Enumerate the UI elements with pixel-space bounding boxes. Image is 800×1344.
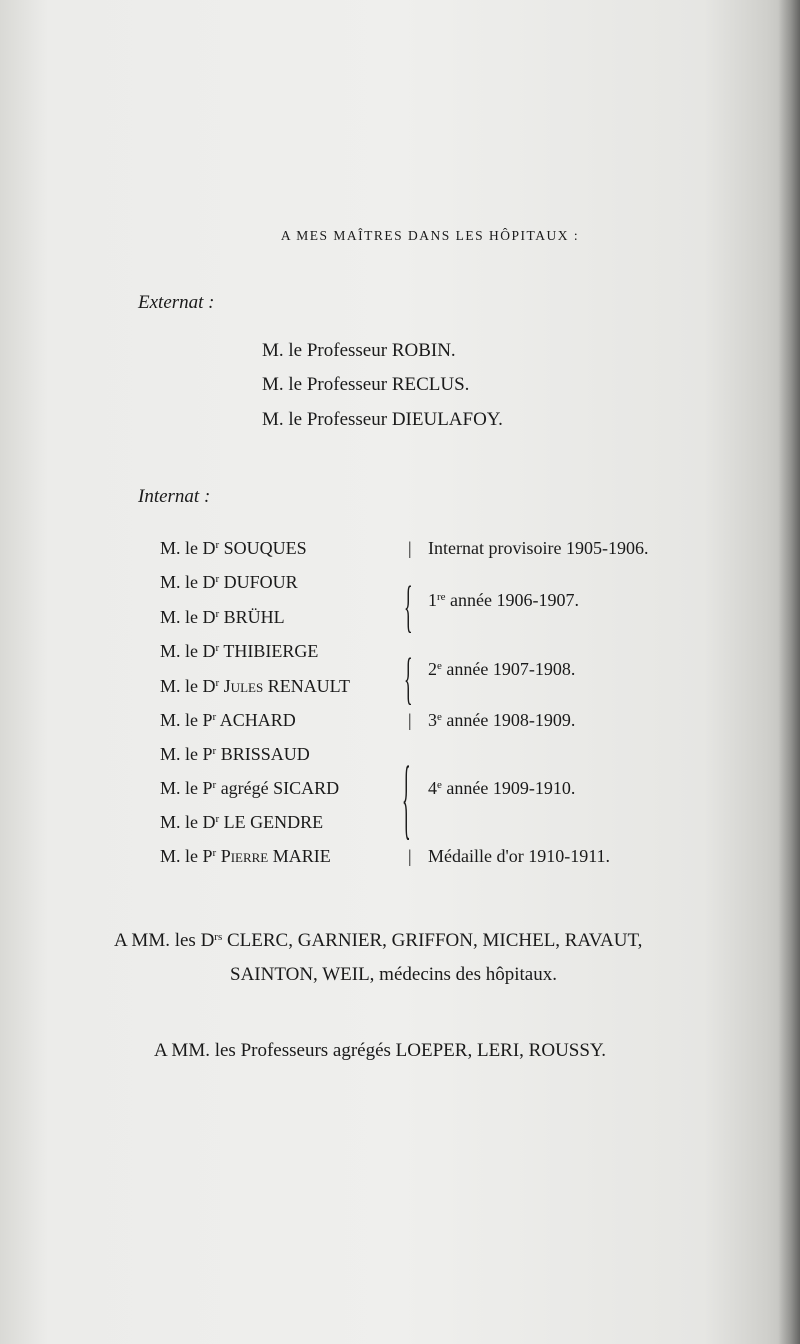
year-ordinal-sup: re — [437, 591, 446, 603]
title-prefix: M. le P — [160, 744, 213, 764]
brace-symbol: { — [404, 574, 413, 639]
externat-item — [262, 409, 503, 431]
doctor-name: RENAULT — [267, 676, 351, 696]
internat-year: Médaille d'or 1910-1911. — [428, 846, 611, 866]
dedication-line: SAINTON, WEIL, médecins des hôpitaux. — [230, 964, 557, 985]
title-sup: r — [212, 745, 217, 757]
internat-label: Internat : — [138, 486, 211, 507]
internat-row — [160, 744, 310, 765]
title-sup: r — [215, 642, 220, 654]
title-sup: r — [212, 847, 217, 859]
externat-item — [262, 340, 456, 362]
dedication-sup: rs — [214, 931, 223, 943]
title-sup: r — [215, 539, 220, 551]
dedication-names: CLERC, GARNIER, GRIFFON, MICHEL, RAVAUT, — [227, 930, 643, 951]
doctor-name: BRISSAUD — [220, 744, 310, 764]
dedication-line — [114, 930, 642, 952]
doctor-name: MARIE — [272, 846, 331, 866]
year-ordinal-sup: e — [437, 660, 442, 672]
doctor-name: BRÜHL — [223, 607, 285, 627]
title-prefix: M. le P — [160, 778, 213, 798]
doctor-first-name: Jules — [223, 676, 264, 696]
externat-label: Externat : — [138, 292, 215, 313]
title-prefix: M. le D — [160, 641, 216, 661]
title-prefix: M. le D — [160, 572, 216, 592]
doctor-name: SOUQUES — [223, 538, 307, 558]
title-sup: r — [215, 573, 220, 585]
title-sup: r — [215, 677, 220, 689]
dedication-line: A MM. les Professeurs agrégés LOEPER, LERI, ROUSSY. — [154, 1040, 606, 1061]
externat-prefix: M. le Professeur — [262, 409, 388, 430]
doctor-name: agrégé SICARD — [220, 778, 340, 798]
title-sup: r — [215, 608, 220, 620]
year-ordinal-sup: e — [437, 779, 442, 791]
externat-prefix: M. le Professeur — [262, 340, 388, 361]
title-prefix: M. le D — [160, 676, 216, 696]
internat-year — [428, 659, 575, 680]
internat-row — [160, 778, 339, 799]
title-sup: r — [212, 711, 217, 723]
internat-year: Internat provisoire 1905-1906. — [428, 538, 649, 558]
year-text: année 1907-1908. — [446, 659, 576, 679]
title-sup: r — [212, 779, 217, 791]
internat-row — [160, 538, 307, 559]
year-ordinal: 3 — [428, 710, 437, 730]
year-ordinal: 2 — [428, 659, 437, 679]
year-ordinal: 4 — [428, 778, 437, 798]
internat-row — [160, 641, 318, 662]
page-heading: A MES MAÎTRES DANS LES HÔPITAUX : — [280, 228, 580, 243]
internat-row — [160, 710, 296, 731]
internat-row — [160, 676, 350, 697]
externat-item — [262, 374, 469, 396]
doctor-first-name: Pierre — [220, 846, 269, 866]
internat-row — [160, 812, 323, 833]
year-text: année 1908-1909. — [446, 710, 576, 730]
externat-prefix: M. le Professeur — [262, 374, 388, 395]
doctor-name: THIBIERGE — [223, 641, 319, 661]
title-prefix: M. le D — [160, 538, 216, 558]
separator-bar: | — [408, 846, 412, 866]
brace-symbol: { — [402, 748, 411, 848]
page-edge-shadow — [778, 0, 800, 1344]
internat-year — [428, 778, 575, 799]
externat-name: ROBIN. — [391, 340, 456, 361]
doctor-name: ACHARD — [219, 710, 296, 730]
title-sup: r — [215, 813, 220, 825]
year-text: année 1906-1907. — [450, 590, 580, 610]
separator-bar: | — [408, 538, 412, 558]
externat-name: RECLUS. — [391, 374, 470, 395]
title-prefix: M. le P — [160, 710, 213, 730]
title-prefix: M. le D — [160, 812, 216, 832]
title-prefix: M. le P — [160, 846, 213, 866]
dedication-prefix: A MM. les D — [114, 930, 215, 951]
year-ordinal: 1 — [428, 590, 437, 610]
internat-row — [160, 607, 285, 628]
brace-symbol: { — [404, 646, 413, 711]
separator-bar: | — [408, 710, 412, 730]
externat-name: DIEULAFOY. — [391, 409, 503, 430]
doctor-name: LE GENDRE — [223, 812, 324, 832]
internat-row — [160, 846, 331, 867]
year-text: année 1909-1910. — [446, 778, 576, 798]
internat-row — [160, 572, 298, 593]
internat-year — [428, 590, 579, 611]
internat-year — [428, 710, 575, 731]
doctor-name: DUFOUR — [223, 572, 298, 592]
title-prefix: M. le D — [160, 607, 216, 627]
year-ordinal-sup: e — [437, 711, 442, 723]
